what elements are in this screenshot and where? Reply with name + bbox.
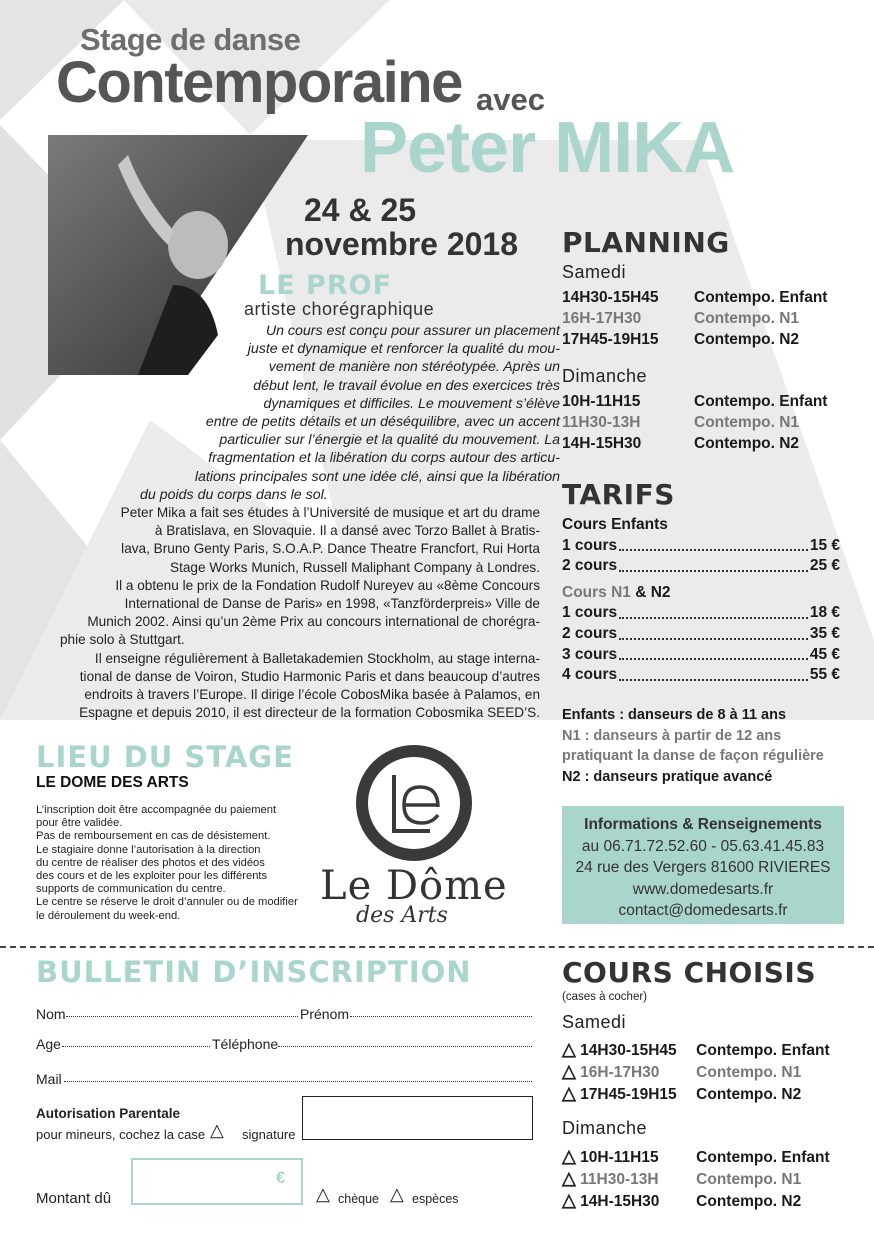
checkbox-triangle-icon[interactable]: △	[562, 1146, 576, 1166]
bio-line: Espagne et depuis 2010, il est directeur de la formation Cobosmika SEED’S.	[79, 705, 540, 721]
tarif-row	[562, 603, 840, 624]
level-enfants: Enfants : danseurs de 8 à 11 ans	[562, 707, 787, 723]
note-line: le déroulement du week-end.	[36, 909, 181, 922]
cours-row[interactable]	[562, 1083, 830, 1105]
tarifs-title: TARIFS	[562, 478, 675, 511]
montant-label: Montant dû	[36, 1190, 112, 1207]
contemporaine-heading: Contemporaine	[56, 50, 462, 115]
label: 1 cours	[562, 604, 618, 622]
planning-dimanche-list	[562, 391, 827, 454]
prof-bio	[0, 504, 540, 722]
prof-desc-line: vement de manière non stéréotypée. Après un	[268, 359, 560, 376]
dome-des-arts-logo	[318, 735, 518, 935]
price: 45 €	[809, 645, 840, 663]
time: 14H30-15H45	[580, 1042, 677, 1059]
time: 17H45-19H15	[580, 1086, 677, 1103]
prof-desc-line: dynamiques et difficiles. Le mouvement s’élève	[263, 395, 560, 412]
note-line: du centre de réaliser des photos et des vidéos	[36, 856, 265, 869]
mail-field[interactable]	[64, 1081, 532, 1082]
stage-de-danse-heading: Stage de danse	[80, 22, 301, 57]
checkbox-triangle-icon[interactable]: △	[562, 1039, 576, 1059]
prof-desc-line: entre de petits détails et un déséquilibre, avec un accent	[205, 414, 560, 431]
time: 11H30-13H	[562, 414, 641, 431]
prof-title: LE PROF	[258, 270, 393, 301]
tarif-row	[562, 624, 840, 645]
prof-desc-line: particulier sur l’énergie et la qualité du mouvement. La	[219, 432, 560, 449]
course: Contempo. N2	[694, 435, 800, 452]
info-phone: au 06.71.72.52.60 - 05.63.41.45.83	[581, 837, 825, 855]
planning-dimanche-label: Dimanche	[562, 366, 648, 386]
bio-line: Stage Works Munich, Russell Maliphant Company à Londres.	[170, 559, 540, 575]
label: 2 cours	[562, 624, 618, 642]
course: Contempo. N1	[696, 1171, 802, 1188]
price: 15 €	[809, 536, 840, 554]
tarif-row	[562, 556, 840, 577]
planning-samedi-label: Samedi	[562, 262, 627, 282]
checkbox-triangle-icon[interactable]: △	[562, 1190, 576, 1210]
planning-row	[562, 329, 827, 350]
planning-title: PLANNING	[562, 226, 730, 259]
price: 18 €	[809, 604, 840, 622]
prof-desc-line: du poids du corps dans le sol.	[140, 486, 328, 503]
label: 2 cours	[562, 557, 618, 575]
note-line: Le stagiaire donne l’autorisation à la direction	[36, 843, 261, 856]
note-line: des cours et de les exploiter pour les différents	[36, 870, 268, 883]
course: Contempo. N1	[696, 1064, 802, 1081]
label: Cours N1	[562, 583, 631, 601]
note-line: L’inscription doit être accompagnée du paiement	[36, 804, 277, 816]
planning-row	[562, 287, 827, 308]
cheque-checkbox-triangle-icon[interactable]: △	[316, 1184, 330, 1204]
level-n2: N2 : danseurs pratique avancé	[562, 768, 773, 785]
cours-samedi-list	[562, 1039, 830, 1105]
prof-desc-line: Un cours est conçu pour assurer un placement	[265, 323, 560, 339]
price: 25 €	[809, 557, 840, 575]
course: Contempo. Enfant	[694, 393, 828, 410]
planning-row	[562, 433, 827, 454]
label: Cours Enfants	[562, 516, 668, 533]
time: 10H-11H15	[580, 1149, 659, 1166]
prenom-label: Prénom	[300, 1006, 350, 1022]
time: 14H30-15H45	[562, 289, 659, 306]
date-days: 24 & 25	[304, 192, 417, 228]
course: Contempo. N1	[694, 414, 800, 431]
course: Contempo. N2	[694, 331, 800, 348]
planning-row	[562, 412, 827, 433]
bio-line: Il enseigne régulièrement à Balletakademien Stockholm, au stage interna-	[94, 650, 540, 666]
note-line: supports de communication du centre.	[36, 883, 226, 896]
tarifs-n-label	[562, 583, 840, 604]
tarif-row	[562, 536, 840, 557]
mail-label: Mail	[36, 1071, 62, 1087]
planning-row	[562, 391, 827, 412]
cours-row[interactable]	[562, 1168, 830, 1190]
especes-checkbox-triangle-icon[interactable]: △	[390, 1184, 404, 1204]
euro-symbol: €	[276, 1168, 286, 1187]
signature-label: signature	[242, 1127, 296, 1142]
course: Contempo. Enfant	[696, 1042, 830, 1059]
parental-checkbox-triangle-icon[interactable]: △	[210, 1120, 224, 1140]
info-address: 24 rue des Vergers 81600 RIVIERES	[575, 859, 831, 876]
autorisation-label: Autorisation Parentale	[36, 1106, 181, 1121]
cours-dimanche-label: Dimanche	[562, 1118, 648, 1138]
especes-label: espèces	[412, 1192, 459, 1206]
telephone-field[interactable]	[278, 1046, 532, 1047]
price: 35 €	[809, 624, 840, 642]
course: Contempo. Enfant	[696, 1149, 830, 1166]
note-line: Le centre se réserve le droit d’annuler ou de modifier	[36, 896, 298, 909]
tarif-row	[562, 665, 840, 686]
time: 16H-17H30	[562, 310, 642, 327]
checkbox-triangle-icon[interactable]: △	[562, 1061, 576, 1081]
tarifs-list	[562, 515, 840, 686]
age-field[interactable]	[62, 1046, 210, 1047]
tarifs-enfants-label	[562, 515, 840, 536]
bio-line: à Bratislava, en Slovaquie. Il a dansé avec Torzo Ballet à Bratis-	[154, 523, 540, 539]
logo-text-main: Le Dôme	[320, 863, 508, 909]
tarif-row	[562, 645, 840, 666]
info-web[interactable]: www.domedesarts.fr	[632, 880, 774, 898]
label: 3 cours	[562, 645, 618, 663]
level-n1-cont: pratiquant la danse de façon régulière	[562, 748, 824, 765]
teacher-name: Peter MIKA	[360, 108, 735, 188]
bio-line: tional de danse de Voiron, Studio Harmonic Paris et dans beaucoup d’autres	[79, 668, 540, 684]
logo-text-script: des Arts	[356, 903, 448, 928]
levels	[562, 705, 824, 787]
lieu-name: LE DOME DES ARTS	[36, 774, 189, 791]
cours-row[interactable]	[562, 1190, 830, 1212]
cours-row[interactable]	[562, 1146, 830, 1168]
cheque-label: chèque	[338, 1192, 380, 1206]
label: 4 cours	[562, 666, 618, 684]
prof-desc-line: juste et dynamique et renforcer la qualité du mou-	[247, 341, 560, 358]
label: 1 cours	[562, 536, 618, 554]
checkbox-triangle-icon[interactable]: △	[562, 1083, 576, 1103]
lieu-notes	[36, 804, 306, 923]
prenom-field[interactable]	[350, 1016, 532, 1017]
info-box	[562, 806, 844, 924]
checkbox-triangle-icon[interactable]: △	[562, 1168, 576, 1188]
cours-samedi-label: Samedi	[562, 1012, 627, 1032]
avec-heading: avec	[476, 82, 545, 117]
time: 14H-15H30	[580, 1193, 660, 1210]
bio-line: lava, Bruno Genty Paris, S.O.A.P. Dance Theatre Francfort, Rui Horta	[121, 541, 540, 557]
bio-line: Il a obtenu le prix de la Fondation Rudolf Nureyev au «8ème Concours	[115, 577, 540, 593]
course: Contempo. N1	[694, 310, 800, 327]
prof-desc-line: fragmentation et la libération du corps autour des articu-	[208, 450, 560, 467]
time: 11H30-13H	[580, 1171, 659, 1188]
course: Contempo. Enfant	[694, 289, 828, 306]
bio-line: endroits à travers l’Europe. Il dirige l’école CobosMika basée à Palamos, en	[84, 687, 540, 703]
level-n1: N1 : danseurs à partir de 12 ans	[562, 727, 782, 744]
bio-line: International de Danse de Paris» en 1998, «Tanzförderpreis» Ville de	[124, 596, 540, 612]
note-line: Pas de remboursement en cas de désistement.	[36, 830, 271, 843]
cours-row[interactable]	[562, 1039, 830, 1061]
cut-line	[0, 946, 874, 948]
prof-desc-line: début lent, le travail évolue en des exercices très	[253, 377, 560, 394]
price: 55 €	[809, 666, 840, 684]
cours-choisis-subtitle: (cases à cocher)	[562, 991, 648, 1003]
nom-label: Nom	[36, 1006, 66, 1022]
cours-row[interactable]	[562, 1061, 830, 1083]
time: 10H-11H15	[562, 393, 641, 410]
lieu-title: LIEU DU STAGE	[36, 740, 294, 774]
nom-field[interactable]	[66, 1016, 298, 1017]
planning-row	[562, 308, 827, 329]
planning-samedi-list	[562, 287, 827, 350]
time: 17H45-19H15	[562, 331, 659, 348]
note-line: pour être validée.	[36, 817, 123, 830]
info-title: Informations & Renseignements	[584, 816, 822, 833]
prof-subtitle: artiste chorégraphique	[244, 299, 435, 319]
prof-description	[0, 322, 560, 504]
date-month: novembre 2018	[285, 226, 519, 262]
bio-line: Peter Mika a fait ses études à l’Université de musique et art du drame	[120, 505, 540, 520]
course: Contempo. N2	[696, 1086, 802, 1103]
info-email[interactable]: contact@domedesarts.fr	[618, 902, 788, 919]
prof-desc-line: lations principales sont une idée clé, ainsi que la libération	[194, 468, 560, 485]
telephone-label: Téléphone	[212, 1036, 279, 1052]
time: 14H-15H30	[562, 435, 642, 452]
label: & N2	[630, 583, 671, 601]
cours-dimanche-list	[562, 1146, 830, 1212]
signature-box[interactable]	[302, 1096, 533, 1140]
logo-circle-icon	[318, 735, 518, 865]
bio-line: Munich 2002. Ainsi qu’un 2ème Prix au concours international de chorégra-	[87, 614, 540, 630]
mineurs-label: pour mineurs, cochez la case	[36, 1127, 206, 1142]
time: 16H-17H30	[580, 1064, 660, 1081]
bio-line: phie solo à Stuttgart.	[60, 632, 185, 648]
bulletin-title: BULLETIN D’INSCRIPTION	[36, 955, 472, 989]
course: Contempo. N2	[696, 1193, 802, 1210]
cours-choisis-title: COURS CHOISIS	[562, 956, 817, 989]
age-label: Age	[36, 1036, 61, 1052]
